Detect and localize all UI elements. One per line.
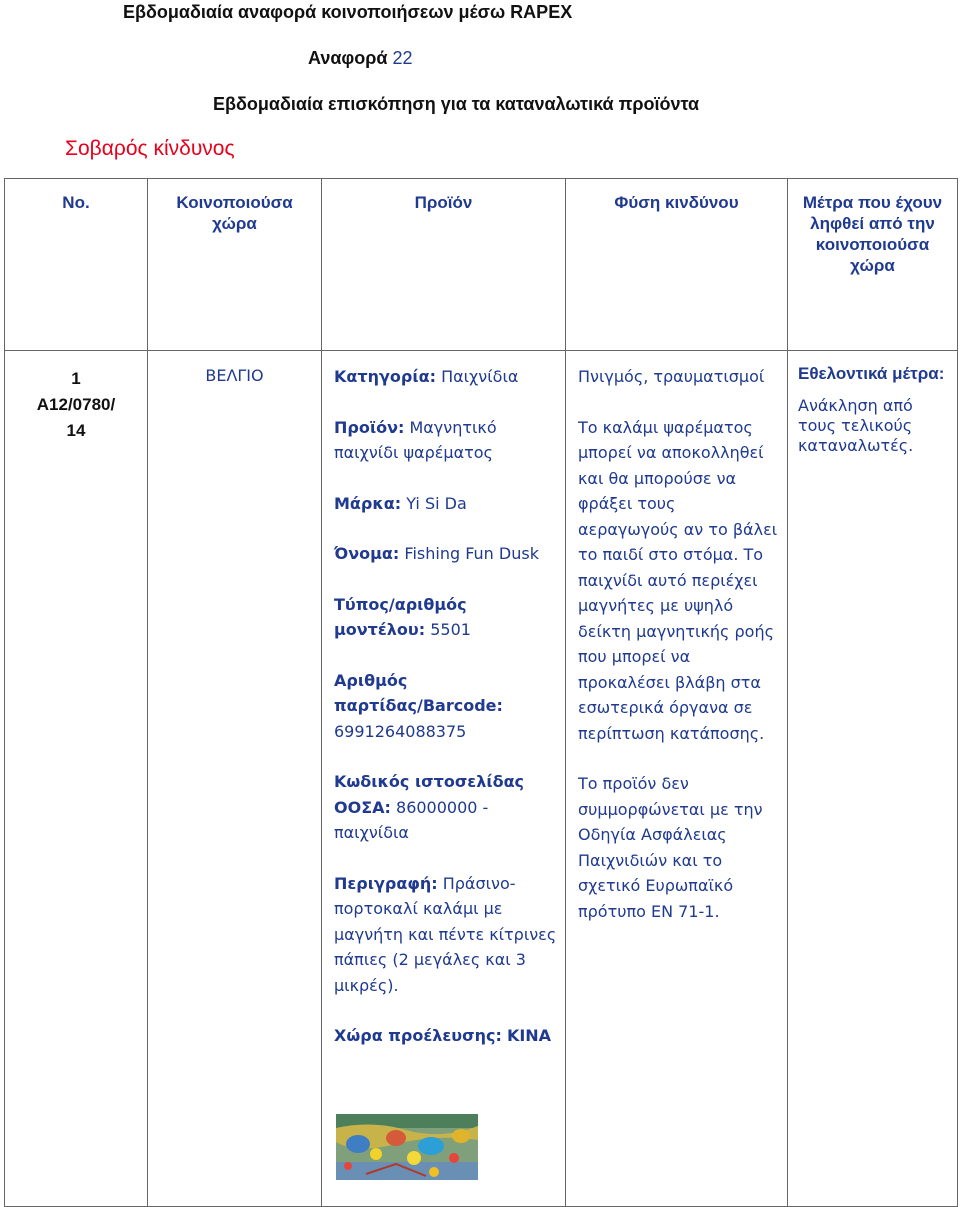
notifications-table [4, 178, 958, 1207]
notifying-country: ΒΕΛΓΙΟ [205, 366, 264, 385]
cell-number [4, 351, 148, 1207]
origin-label: Χώρα προέλευσης: [334, 1026, 502, 1045]
row-number: 1 [71, 369, 81, 388]
model-label: Τύπος/αριθμός μοντέλου: [334, 594, 467, 639]
product-description [334, 871, 557, 999]
row-reference-1: A12/0780/ [36, 395, 116, 414]
risk-detail: Το καλάμι ψαρέματος μπορεί να αποκολληθεί και θα μπορούσε να φράξει τους αεραγωγούς αν το βάλει το παιδί στο στόμα. Το παιχνίδι αυτό περιέχει μαγνήτες με υψηλό δείκτη μαγνητικής ροής που μπορεί να προκαλέσει βλάβη στα εσωτερικά όργανα σε περίπτωση κατάποσης. [578, 417, 778, 743]
col-header-measures-text: Μέτρα που έχουν ληφθεί από την κοινοποιούσα χώρα [802, 193, 943, 275]
col-header-risk: Φύση κινδύνου [566, 178, 788, 351]
model-value: 5501 [430, 620, 471, 639]
product-photo [336, 1114, 478, 1180]
category-value: Παιχνίδια [441, 367, 519, 386]
origin-value: ΚΙΝΑ [506, 1026, 552, 1045]
col-header-number: No. [4, 178, 148, 351]
col-header-measures [788, 178, 958, 351]
overview-subtitle: Εβδομαδιαία επισκόπηση για τα καταναλωτικά προϊόντα [213, 94, 700, 114]
cell-country [148, 351, 322, 1207]
brand-label: Μάρκα: [334, 493, 402, 513]
measures-text: Ανάκληση από τους τελικούς καταναλωτές. [798, 396, 914, 455]
col-header-product: Προϊόν [322, 178, 566, 351]
product-type [334, 415, 557, 466]
cell-measures [788, 351, 958, 1207]
report-title: Εβδομαδιαία αναφορά κοινοποιήσεων μέσω RAPEX [123, 2, 573, 22]
product-name [334, 541, 557, 567]
batch-label: Αριθμός παρτίδας/Barcode: [334, 670, 503, 715]
product-value: Μαγνητικό παιχνίδι ψαρέματος [334, 417, 497, 462]
oecd-label: Κωδικός ιστοσελίδας ΟΟΣΑ: [334, 772, 525, 817]
oecd-value: 86000000 - παιχνίδια [334, 797, 489, 842]
col-header-country [148, 178, 322, 351]
risk-level-heading: Σοβαρός κίνδυνος [65, 137, 235, 160]
product-oecd [334, 769, 557, 846]
product-batch [334, 668, 557, 745]
report-label: Αναφορά [308, 48, 388, 68]
risk-type: Πνιγμός, τραυματισμοί [578, 367, 765, 386]
brand-value: Yi Si Da [406, 493, 467, 513]
product-origin [334, 1023, 557, 1049]
cell-product [322, 351, 566, 1207]
description-value: Πράσινο-πορτοκαλί καλάμι με μαγνήτη και πέντε κίτρινες πάπιες (2 μεγάλες και 3 μικρές). [334, 873, 557, 995]
row-reference-2: 14 [66, 421, 86, 440]
col-header-country-text: Κοινοποιούσα χώρα [176, 193, 293, 233]
report-number-line [308, 48, 413, 69]
risk-compliance: Το προϊόν δεν συμμορφώνεται με την Οδηγία Ασφάλειας Παιχνιδιών και το σχετικό Ευρωπαϊκό πρότυπο EN 71-1. [578, 774, 763, 921]
batch-value: 6991264088375 [334, 721, 467, 741]
description-label: Περιγραφή: [334, 873, 438, 893]
table-header-row [4, 178, 958, 351]
fishing-toy-image [336, 1114, 478, 1180]
product-model [334, 592, 557, 643]
name-value: Fishing Fun Dusk [404, 544, 539, 563]
category-label: Κατηγορία: [334, 367, 436, 386]
product-category [334, 364, 557, 390]
product-label: Προϊόν: [334, 417, 405, 437]
product-brand [334, 491, 557, 517]
report-number: 22 [392, 48, 413, 68]
table-row [4, 351, 958, 1207]
measures-title: Εθελοντικά μέτρα: [798, 364, 945, 383]
name-label: Όνομα: [334, 544, 400, 563]
cell-risk [566, 351, 788, 1207]
